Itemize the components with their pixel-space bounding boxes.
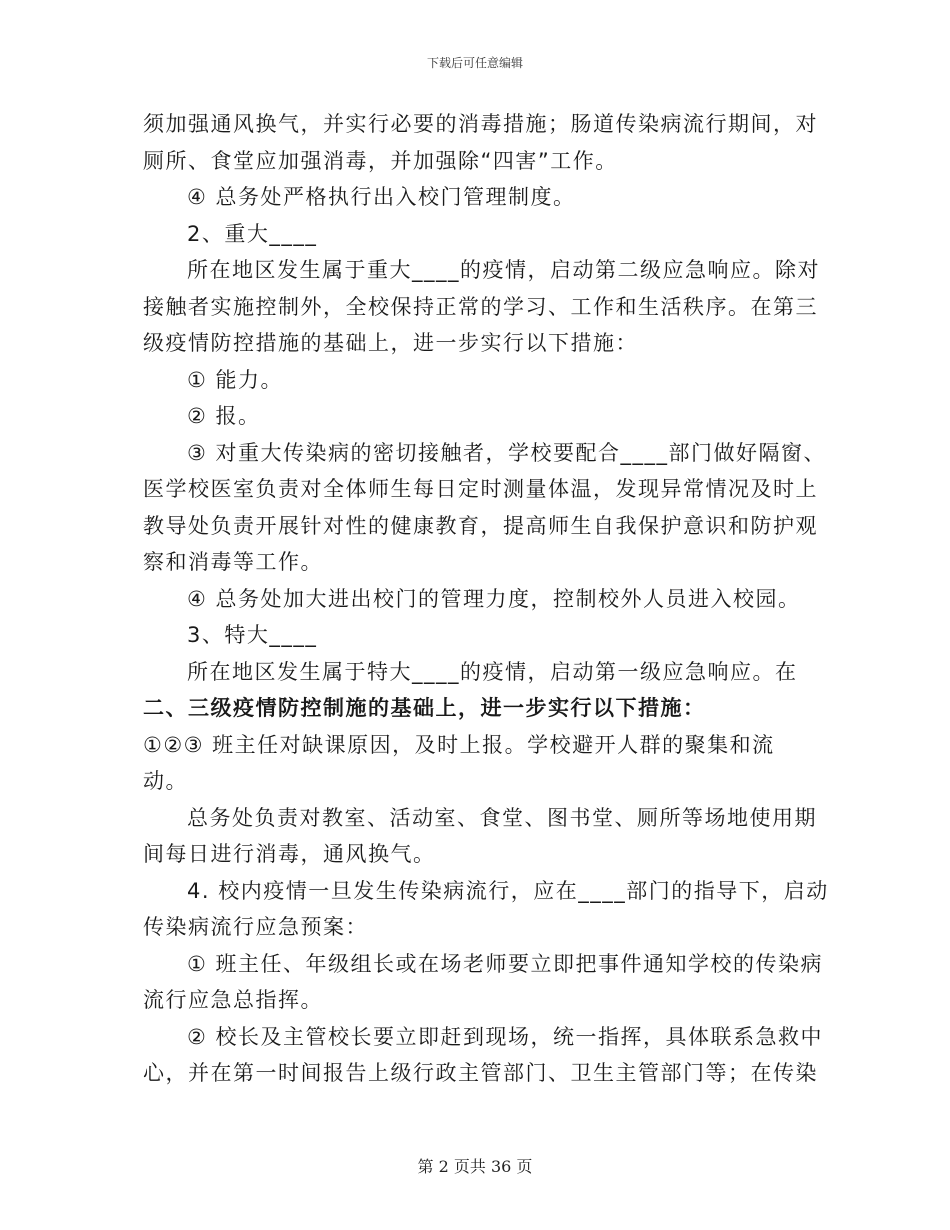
text-line: 2、重大____ [187,221,318,246]
text-line: 教导处负责开展针对性的健康教育，提高师生自我保护意识和防护观 [143,513,818,538]
text-line: 动。 [143,769,188,793]
text-line: 级疫情防控措施的基础上，进一步实行以下措施： [143,331,638,355]
text-line: 厕所、食堂应加强消毒，并加强除“四害”工作。 [143,148,618,173]
text-line: ①②③ 班主任对缺课原因，及时上报。学校避开人群的聚集和流 [143,732,775,757]
text-line: 总务处负责对教室、活动室、食堂、图书堂、厕所等场地使用期 [187,805,817,830]
document-body [143,106,829,1092]
text-line: ④ 总务处加大进出校门的管理力度，控制校外人员进入校园。 [187,586,801,611]
text-line: 3、特大____ [187,623,318,647]
text-line: 察和消毒等工作。 [143,550,323,574]
text-line: 传染病流行应急预案： [143,915,368,939]
text-line: 接触者实施控制外，全校保持正常的学习、工作和生活秩序。在第三 [143,294,818,319]
text-line: ③ 对重大传染病的密切接触者，学校要配合____部门做好隔窗、 [187,440,826,465]
text-line: 所在地区发生属于重大____的疫情，启动第二级应急响应。除对 [187,258,820,282]
page-number: 第 2 页共 36 页 [417,1157,533,1176]
text-line: 流行应急总指挥。 [143,988,323,1012]
section-heading-line: 二、三级疫情防控制施的基础上，进一步实行以下措施： [143,696,706,720]
text-line: ① 能力。 [187,367,284,392]
text-line: ① 班主任、年级组长或在场老师要立即把事件通知学校的传染病 [187,951,823,976]
text-line: 间每日进行消毒，通风换气。 [143,842,436,866]
text-line: ④ 总务处严格执行出入校门管理制度。 [187,185,576,209]
text-line: 4. 校内疫情一旦发生传染病流行，应在____部门的指导下，启动 [187,878,829,903]
text-line: 医学校医室负责对全体师生每日定时测量体温，发现异常情况及时上 [143,477,818,501]
header-note: 下载后可任意编辑 [426,56,523,70]
text-line: 所在地区发生属于特大____的疫情，启动第一级应急响应。在 [187,659,798,684]
text-line: 须加强通风换气，并实行必要的消毒措施；肠道传染病流行期间，对 [143,112,818,136]
text-line: 心，并在第一时间报告上级行政主管部门、卫生主管部门等；在传染 [143,1061,818,1085]
text-line: ② 校长及主管校长要立即赶到现场，统一指挥，具体联系急救中 [187,1024,823,1049]
text-line: ② 报。 [187,404,261,428]
